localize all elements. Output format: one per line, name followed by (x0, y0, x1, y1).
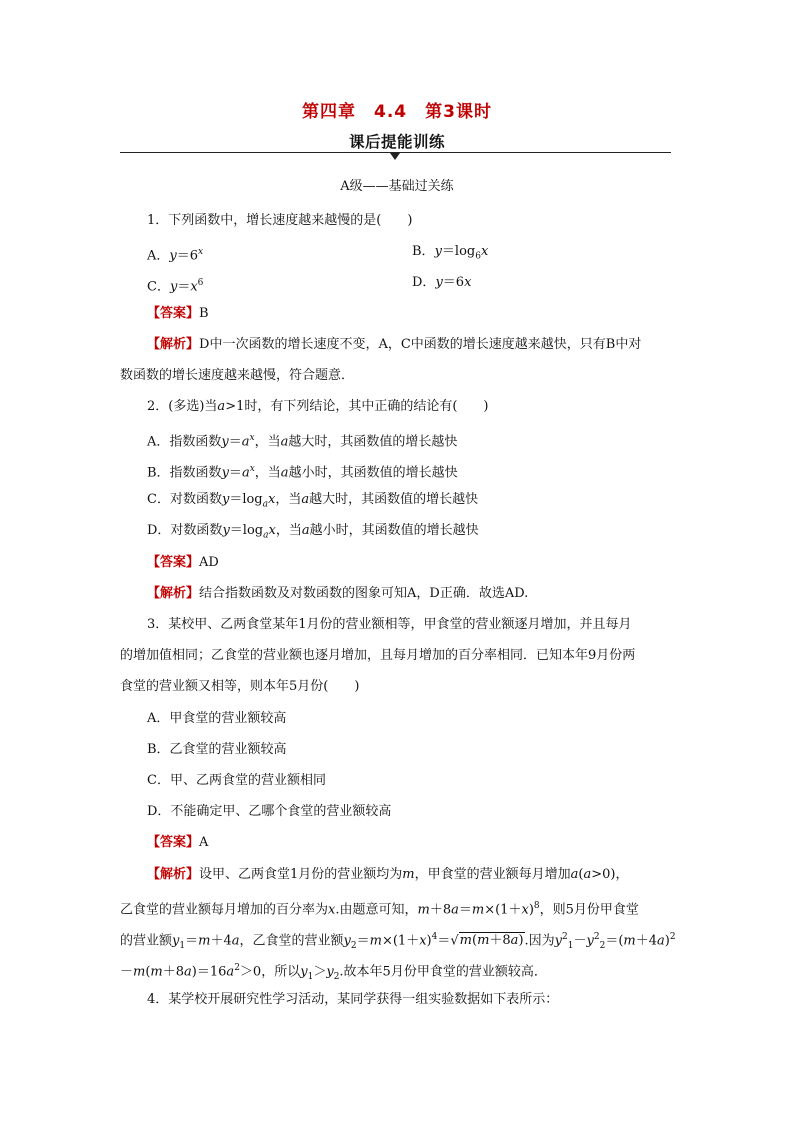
q1-answer: 【答案】B (147, 306, 209, 321)
q1-option-d: D．y＝6x (412, 275, 472, 290)
question-1-stem: 1．下列函数中，增长速度越来越慢的是( ) (147, 213, 413, 228)
q1-option-c: C．$y=x^6$ (147, 278, 204, 295)
q2-analysis: 【解析】结合指数函数及对数函数的图象可知A，D正确．故选AD. (147, 586, 529, 601)
q2-option-d: D．对数函数$y=\log_ax$，当a越小时，其函数值的增长越快 (147, 523, 479, 541)
q1-analysis-line-1: 【解析】D中一次函数的增长速度不变，A，C中函数的增长速度越来越快，只有B中对 (147, 337, 642, 352)
q3-option-c: C．甲、乙两食堂的营业额相同 (147, 773, 326, 788)
q3-analysis-line-2: 乙食堂的营业额每月增加的百分率为x.由题意可知，$m+8a=m\times(1+x)^8$，则5月份甲食堂 (120, 901, 639, 918)
question-3-stem-line-3: 食堂的营业额又相等，则本年5月份( ) (120, 679, 360, 694)
question-3-stem-line-2: 的增加值相同；乙食堂的营业额也逐月增加，且每月增加的百分率相同．已知本年9月份两 (120, 648, 636, 663)
q3-analysis-line-4: $-m(m+8a)=16a^2>0$，所以$y_1>y_2$.故本年5月份甲食堂的营业额较高． (120, 963, 547, 982)
q1-option-b: B．$y=\log_6x$ (412, 244, 489, 262)
q3-answer: 【答案】A (147, 835, 209, 850)
level-heading: A级——基础过关练 (340, 179, 454, 194)
section-subtitle: 课后提能训练 (348, 133, 445, 151)
q1-option-a: A．$y=6^x$ (147, 247, 204, 264)
chapter-title: 第四章 4.4 第3课时 (302, 102, 492, 122)
q3-option-d: D．不能确定甲、乙哪个食堂的营业额较高 (147, 804, 392, 819)
q2-option-c: C．对数函数$y=\log_ax$，当a越大时，其函数值的增长越快 (147, 492, 479, 510)
q2-answer: 【答案】AD (147, 555, 219, 570)
question-2-stem: 2．(多选)当a>1时，有下列结论，其中正确的结论有( ) (147, 399, 489, 414)
q2-option-a: A．指数函数$y=a^x$，当a越大时，其函数值的增长越快 (147, 433, 458, 450)
question-3-stem-line-1: 3．某校甲、乙两食堂某年1月份的营业额相等，甲食堂的营业额逐月增加，并且每月 (147, 617, 632, 632)
q2-option-b: B．指数函数$y=a^x$，当a越小时，其函数值的增长越快 (147, 464, 458, 481)
q3-analysis-line-3: 的营业额$y_1=m+4a$，乙食堂的营业额$y_2=m\times(1+x)^4=√m(m+8a)$.因为$y^2_1-y^2_2=(m+4a)^2$ (120, 932, 676, 951)
q3-option-a: A．甲食堂的营业额较高 (147, 711, 287, 726)
q3-analysis-line-1: 【解析】设甲、乙两食堂1月份的营业额均为m，甲食堂的营业额每月增加a(a>0)， (147, 867, 629, 882)
triangle-marker-icon (390, 153, 400, 160)
q3-option-b: B．乙食堂的营业额较高 (147, 742, 287, 757)
question-4-stem: 4．某学校开展研究性学习活动，某同学获得一组实验数据如下表所示： (147, 992, 559, 1007)
q1-analysis-line-2: 数函数的增长速度越来越慢，符合题意． (120, 368, 355, 383)
